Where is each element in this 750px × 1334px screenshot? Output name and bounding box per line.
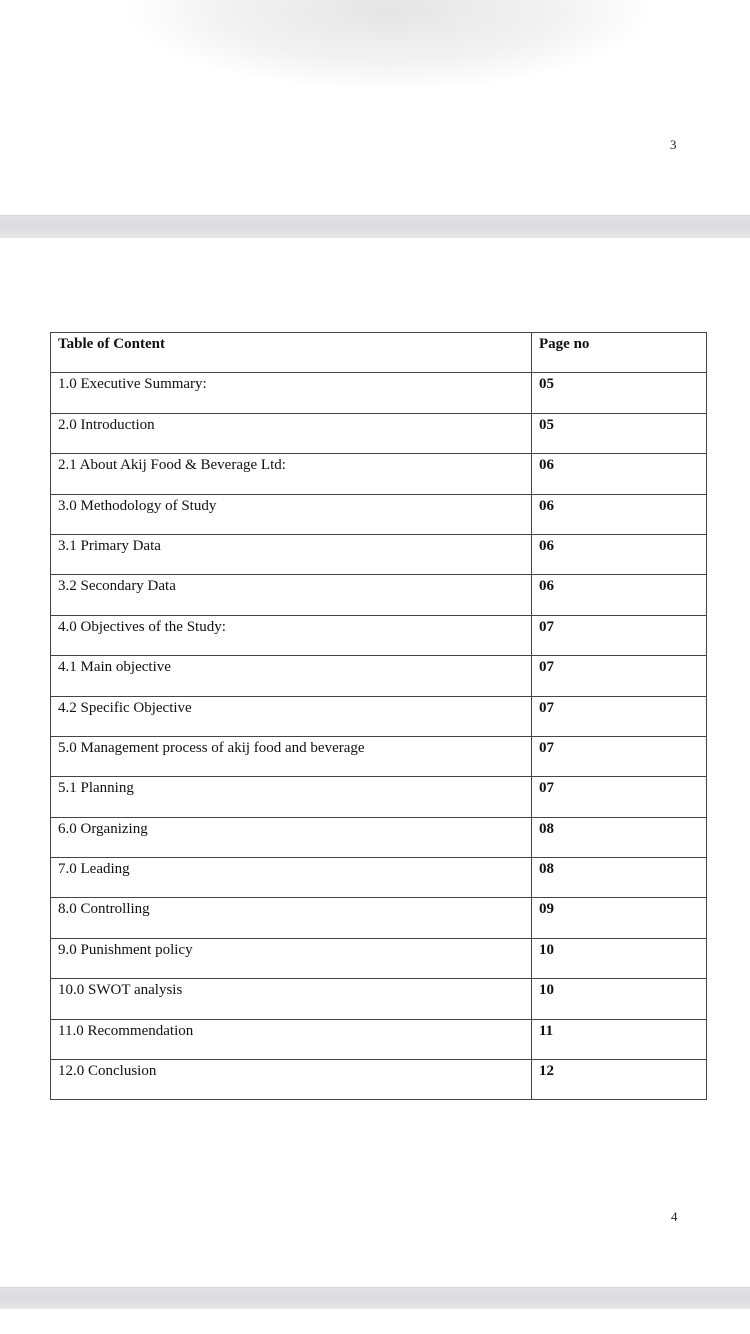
table-row xyxy=(51,1060,707,1100)
table-row xyxy=(51,777,707,817)
toc-page: 05 xyxy=(532,413,707,453)
page-shadow xyxy=(130,0,650,90)
toc-topic: 7.0 Leading xyxy=(51,858,532,898)
toc-header-topic: Table of Content xyxy=(51,333,532,373)
table-row xyxy=(51,413,707,453)
table-row xyxy=(51,575,707,615)
toc-topic: 2.0 Introduction xyxy=(51,413,532,453)
toc-page: 08 xyxy=(532,817,707,857)
toc-topic: 2.1 About Akij Food & Beverage Ltd: xyxy=(51,454,532,494)
toc-topic: 5.1 Planning xyxy=(51,777,532,817)
previous-page-number: 3 xyxy=(670,137,677,152)
previous-page xyxy=(0,0,750,215)
toc-page: 06 xyxy=(532,575,707,615)
table-of-contents xyxy=(50,332,707,1100)
table-row xyxy=(51,858,707,898)
toc-topic: 4.1 Main objective xyxy=(51,656,532,696)
table-row xyxy=(51,656,707,696)
toc-page: 06 xyxy=(532,454,707,494)
toc-topic: 4.2 Specific Objective xyxy=(51,696,532,736)
table-row xyxy=(51,615,707,655)
toc-page: 10 xyxy=(532,938,707,978)
table-row xyxy=(51,494,707,534)
toc-header-row xyxy=(51,333,707,373)
toc-topic: 9.0 Punishment policy xyxy=(51,938,532,978)
toc-topic: 3.2 Secondary Data xyxy=(51,575,532,615)
toc-topic: 11.0 Recommendation xyxy=(51,1019,532,1059)
table-row xyxy=(51,696,707,736)
toc-topic: 6.0 Organizing xyxy=(51,817,532,857)
page-separator xyxy=(0,215,750,239)
table-row xyxy=(51,373,707,413)
toc-topic: 1.0 Executive Summary: xyxy=(51,373,532,413)
table-row xyxy=(51,938,707,978)
table-row xyxy=(51,454,707,494)
toc-page: 07 xyxy=(532,696,707,736)
toc-header-page: Page no xyxy=(532,333,707,373)
toc-page: 08 xyxy=(532,858,707,898)
toc-page: 11 xyxy=(532,1019,707,1059)
toc-topic: 8.0 Controlling xyxy=(51,898,532,938)
current-page-number: 4 xyxy=(671,1209,678,1224)
toc-page: 07 xyxy=(532,736,707,776)
toc-topic: 4.0 Objectives of the Study: xyxy=(51,615,532,655)
table-row xyxy=(51,979,707,1019)
toc-page: 05 xyxy=(532,373,707,413)
toc-page: 06 xyxy=(532,494,707,534)
page-separator xyxy=(0,1287,750,1311)
toc-page: 07 xyxy=(532,777,707,817)
document-page xyxy=(0,238,750,1287)
table-row xyxy=(51,534,707,574)
toc-page: 09 xyxy=(532,898,707,938)
toc-page: 06 xyxy=(532,534,707,574)
table-row xyxy=(51,898,707,938)
table-row xyxy=(51,736,707,776)
table-row xyxy=(51,817,707,857)
table-row xyxy=(51,1019,707,1059)
toc-topic: 3.0 Methodology of Study xyxy=(51,494,532,534)
toc-page: 07 xyxy=(532,656,707,696)
next-page-top xyxy=(0,1309,750,1334)
toc-topic: 10.0 SWOT analysis xyxy=(51,979,532,1019)
toc-page: 07 xyxy=(532,615,707,655)
toc-topic: 3.1 Primary Data xyxy=(51,534,532,574)
toc-page: 12 xyxy=(532,1060,707,1100)
toc-topic: 12.0 Conclusion xyxy=(51,1060,532,1100)
toc-topic: 5.0 Management process of akij food and beverage xyxy=(51,736,532,776)
toc-page: 10 xyxy=(532,979,707,1019)
